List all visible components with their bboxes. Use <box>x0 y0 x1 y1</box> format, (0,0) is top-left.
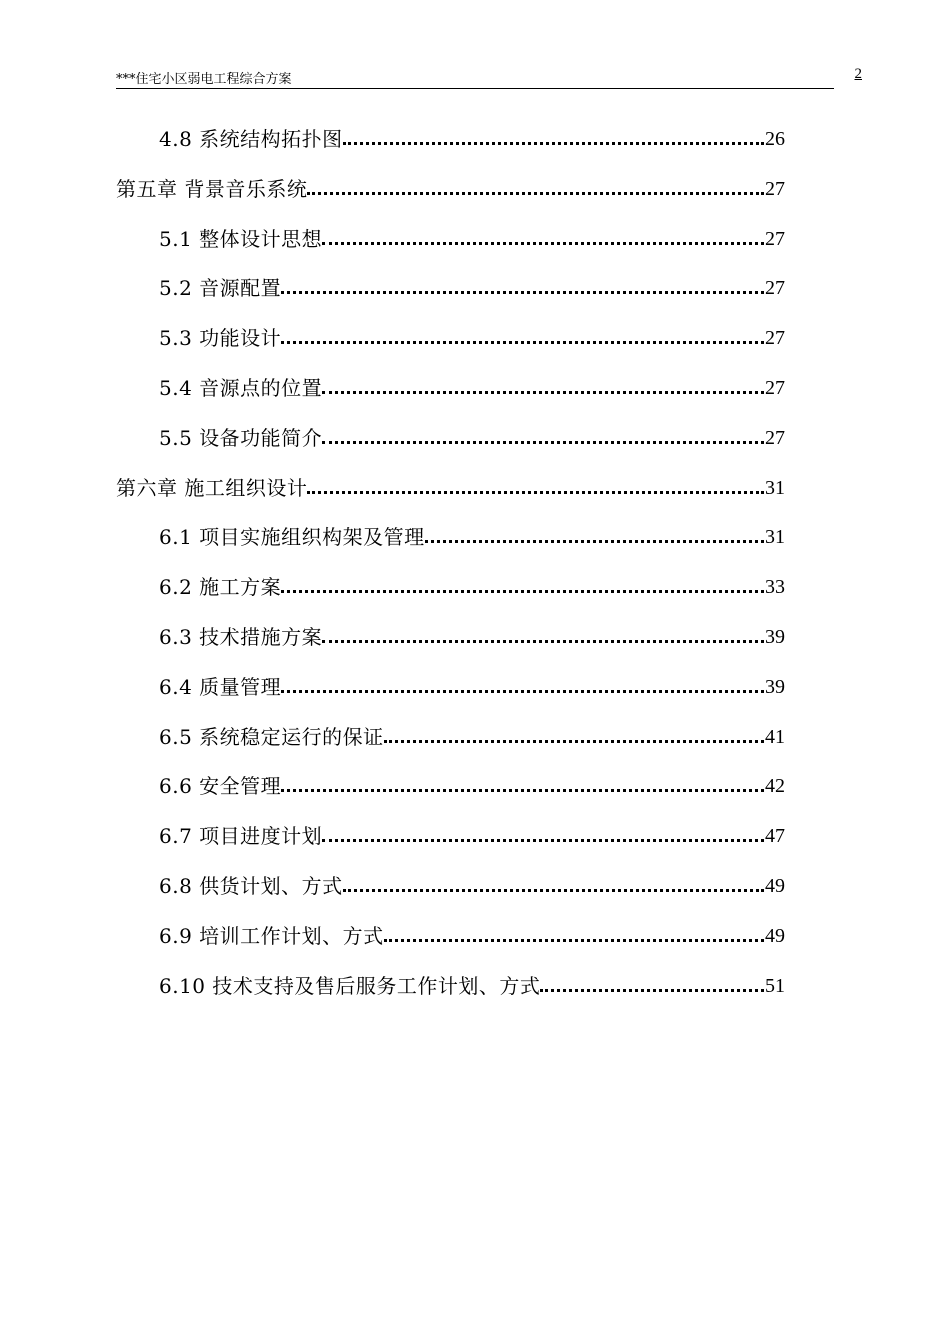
toc-section-entry[interactable] <box>159 522 785 552</box>
toc-entry-label: 6.9 培训工作计划、方式 <box>159 924 384 948</box>
toc-entry-page-number: 51 <box>765 975 785 997</box>
toc-entry-label: 第六章 施工组织设计 <box>116 476 308 500</box>
toc-entry-label: 5.1 整体设计思想 <box>159 227 323 251</box>
toc-section-entry[interactable] <box>159 373 785 403</box>
toc-entry-label: 6.4 质量管理 <box>159 675 282 699</box>
toc-entry-page-number: 27 <box>765 377 785 399</box>
toc-entry-page-number: 27 <box>765 327 785 349</box>
toc-dot-leader <box>307 174 764 204</box>
toc-dot-leader <box>384 722 764 752</box>
toc-dot-leader <box>322 224 764 254</box>
toc-dot-leader <box>322 821 764 851</box>
toc-entry-page-number: 42 <box>765 775 785 797</box>
toc-dot-leader <box>281 572 764 602</box>
toc-section-entry[interactable] <box>159 672 785 702</box>
toc-entry-page-number: 31 <box>765 477 785 499</box>
page-header <box>116 66 862 90</box>
toc-dot-leader <box>322 423 764 453</box>
toc-section-entry[interactable] <box>159 821 785 851</box>
toc-section-entry[interactable] <box>159 622 785 652</box>
toc-entry-page-number: 39 <box>765 676 785 698</box>
toc-entry-label: 6.5 系统稳定运行的保证 <box>159 725 384 749</box>
toc-section-entry[interactable] <box>159 971 785 1001</box>
toc-entry-label: 5.4 音源点的位置 <box>159 376 323 400</box>
toc-dot-leader <box>281 771 764 801</box>
toc-entry-label: 6.8 供货计划、方式 <box>159 874 343 898</box>
toc-dot-leader <box>343 124 764 154</box>
toc-entry-page-number: 27 <box>765 277 785 299</box>
header-divider <box>116 88 834 89</box>
toc-entry-label: 4.8 系统结构拓扑图 <box>159 127 343 151</box>
toc-dot-leader <box>425 522 764 552</box>
toc-dot-leader <box>307 473 764 503</box>
toc-entry-page-number: 39 <box>765 626 785 648</box>
toc-entry-label: 6.6 安全管理 <box>159 774 282 798</box>
toc-dot-leader <box>384 921 764 951</box>
toc-entry-label: 5.5 设备功能简介 <box>159 426 323 450</box>
toc-section-entry[interactable] <box>159 722 785 752</box>
toc-entry-label: 6.10 技术支持及售后服务工作计划、方式 <box>159 974 541 998</box>
toc-dot-leader <box>281 323 764 353</box>
toc-section-entry[interactable] <box>159 323 785 353</box>
toc-chapter-entry[interactable] <box>116 473 785 503</box>
toc-dot-leader <box>322 373 764 403</box>
toc-section-entry[interactable] <box>159 871 785 901</box>
toc-entry-label: 6.1 项目实施组织构架及管理 <box>159 525 425 549</box>
toc-section-entry[interactable] <box>159 921 785 951</box>
toc-entry-page-number: 31 <box>765 526 785 548</box>
toc-dot-leader <box>540 971 764 1001</box>
toc-entry-page-number: 27 <box>765 427 785 449</box>
toc-dot-leader <box>343 871 764 901</box>
toc-section-entry[interactable] <box>159 124 785 154</box>
toc-entry-label: 6.3 技术措施方案 <box>159 625 323 649</box>
toc-entry-page-number: 27 <box>765 178 785 200</box>
toc-entry-page-number: 26 <box>765 128 785 150</box>
toc-dot-leader <box>281 672 764 702</box>
toc-entry-label: 6.2 施工方案 <box>159 575 282 599</box>
toc-entry-page-number: 47 <box>765 825 785 847</box>
toc-entry-page-number: 49 <box>765 925 785 947</box>
toc-chapter-entry[interactable] <box>116 174 785 204</box>
toc-section-entry[interactable] <box>159 572 785 602</box>
document-title: ***住宅小区弱电工程综合方案 <box>116 72 292 87</box>
toc-entry-page-number: 49 <box>765 875 785 897</box>
toc-entry-label: 6.7 项目进度计划 <box>159 824 323 848</box>
toc-entry-page-number: 27 <box>765 228 785 250</box>
toc-entry-label: 第五章 背景音乐系统 <box>116 177 308 201</box>
toc-entry-page-number: 33 <box>765 576 785 598</box>
toc-section-entry[interactable] <box>159 273 785 303</box>
toc-dot-leader <box>281 273 764 303</box>
toc-section-entry[interactable] <box>159 771 785 801</box>
toc-dot-leader <box>322 622 764 652</box>
toc-entry-label: 5.2 音源配置 <box>159 276 282 300</box>
toc-entry-page-number: 41 <box>765 726 785 748</box>
toc-entry-label: 5.3 功能设计 <box>159 326 282 350</box>
toc-section-entry[interactable] <box>159 423 785 453</box>
page-number: 2 <box>854 66 862 82</box>
toc-section-entry[interactable] <box>159 224 785 254</box>
